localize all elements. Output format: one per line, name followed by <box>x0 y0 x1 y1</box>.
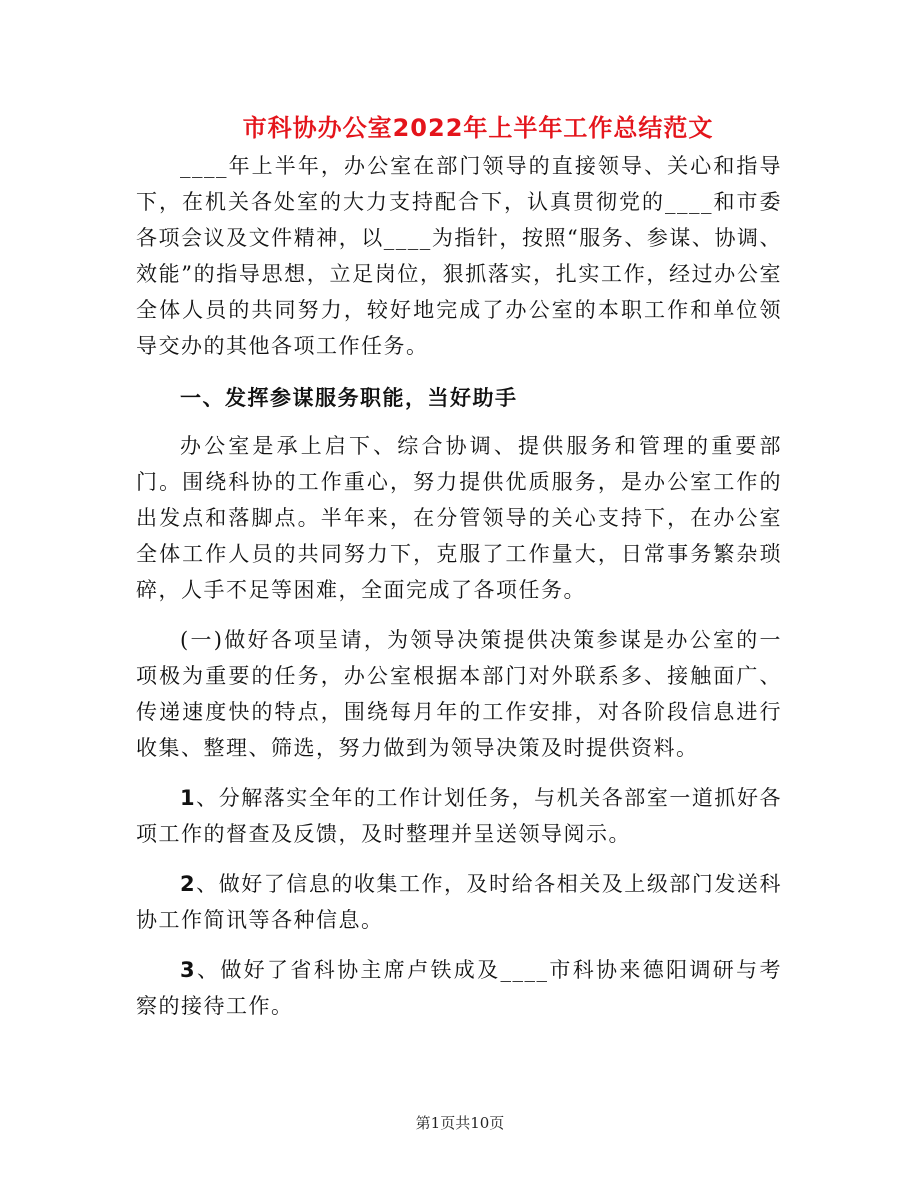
list-item-number: 3 <box>180 958 197 982</box>
page-number-footer: 第1页共10页 <box>415 1114 505 1132</box>
list-item-text: 、分解落实全年的工作计划任务，与机关各部室一道抓好各项工作的督查及反馈，及时整理并呈送领导阅示。 <box>136 786 782 846</box>
list-item-number: 1 <box>180 786 197 810</box>
list-item-text: 、做好了省科协主席卢铁成及____市科协来德阳调研与考察的接待工作。 <box>136 958 782 1018</box>
list-item <box>136 780 782 852</box>
section-heading: 一、发挥参谋服务职能，当好助手 <box>180 386 518 410</box>
document-body <box>136 148 782 1024</box>
list-item <box>136 866 782 938</box>
subsection-paragraph: (一)做好各项呈请，为领导决策提供决策参谋是办公室的一项极为重要的任务，办公室根据本部门对外联系多、接触面广、传递速度快的特点，围绕每月年的工作安排，对各阶段信息进行收集、整理、筛选，努力做到为领导决策及时提供资料。 <box>136 628 782 760</box>
list-item-number: 2 <box>180 872 197 896</box>
list-item <box>136 952 782 1024</box>
section-intro-paragraph: 办公室是承上启下、综合协调、提供服务和管理的重要部门。围绕科协的工作重心，努力提供优质服务，是办公室工作的出发点和落脚点。半年来，在分管领导的关心支持下，在办公室全体工作人员的共同努力下，克服了工作量大，日常事务繁杂琐碎，人手不足等困难，全面完成了各项任务。 <box>136 434 782 602</box>
intro-paragraph: ____年上半年，办公室在部门领导的直接领导、关心和指导下，在机关各处室的大力支持配合下，认真贯彻党的____和市委各项会议及文件精神，以____为指针，按照“服务、参谋、协调、效能”的指导思想，立足岗位，狠抓落实，扎实工作，经过办公室全体人员的共同努力，较好地完成了办公室的本职工作和单位领导交办的其他各项工作任务。 <box>136 154 782 358</box>
list-item-text: 、做好了信息的收集工作，及时给各相关及上级部门发送科协工作简讯等各种信息。 <box>136 872 782 932</box>
document-title: 市科协办公室2022年上半年工作总结范文 <box>242 114 714 142</box>
